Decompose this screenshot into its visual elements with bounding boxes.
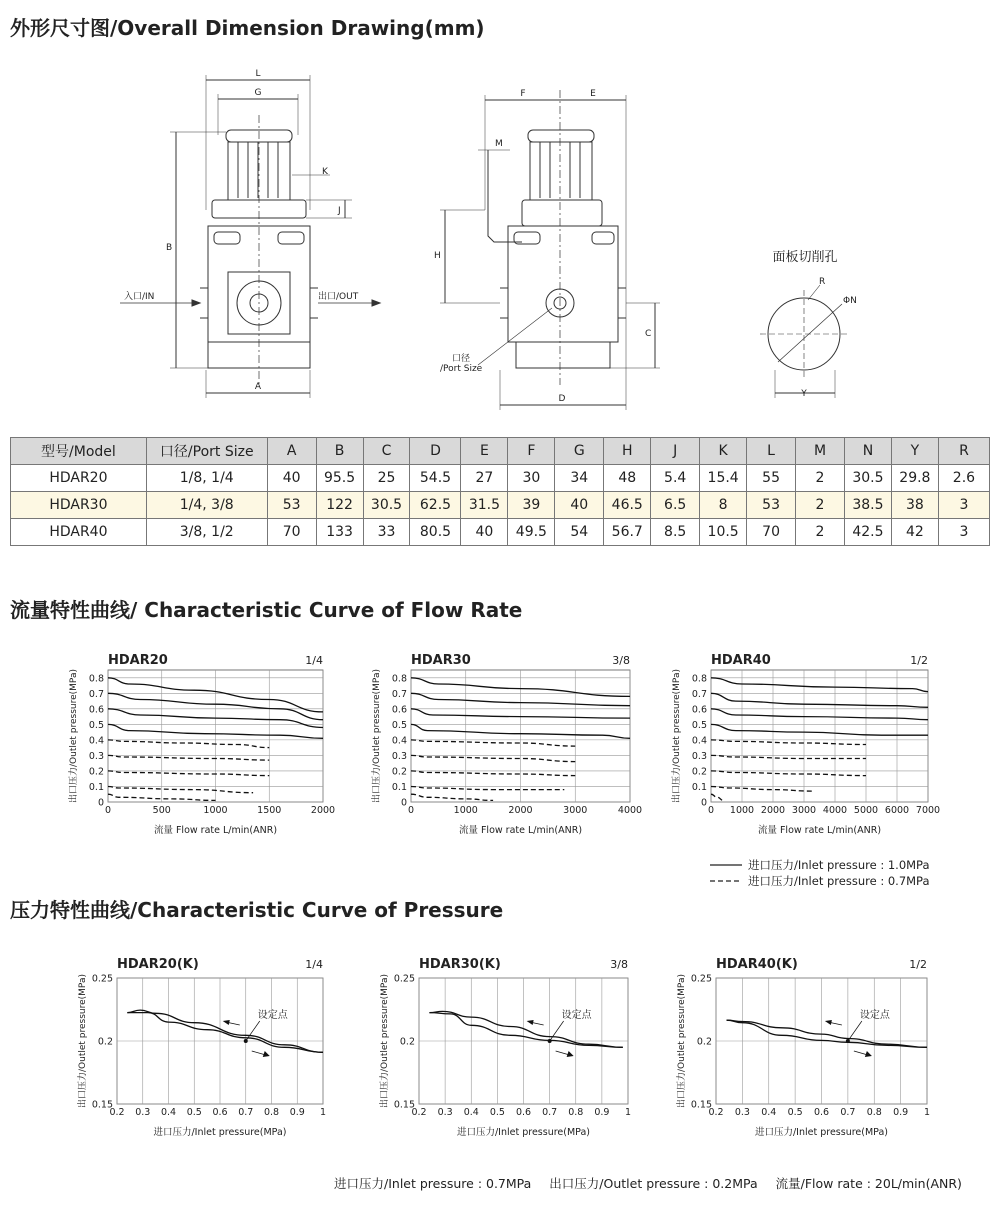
chart-series-line (711, 787, 813, 792)
chart-x-tick-label: 0.3 (135, 1107, 151, 1118)
chart-x-tick-label: 3000 (791, 805, 817, 816)
set-point-label: 设定点 (859, 1010, 890, 1021)
chart-x-tick-label: 0.4 (761, 1107, 777, 1118)
spec-cell: 3 (938, 519, 989, 546)
chart-y-tick-label: 0.1 (88, 781, 104, 793)
dim-label-R: R (819, 277, 826, 287)
dimension-section-title: 外形尺寸图/Overall Dimension Drawing(mm) (10, 16, 485, 40)
spec-cell: 30.5 (363, 492, 410, 519)
spec-header-cell: D (410, 438, 461, 465)
chart-port-label: 1/2 (910, 654, 928, 667)
chart-x-tick-label: 0.8 (866, 1107, 882, 1118)
spec-header-cell: J (651, 438, 700, 465)
chart-x-tick-label: 0.7 (238, 1107, 254, 1118)
inlet-label: 入口/IN (124, 292, 155, 302)
set-point-label: 设定点 (561, 1010, 592, 1021)
chart-x-tick-label: 0.5 (489, 1107, 505, 1118)
set-point-leader (848, 1021, 862, 1041)
spec-cell: 39 (508, 492, 555, 519)
spec-cell: 1/4, 3/8 (146, 492, 267, 519)
spec-cell: 33 (363, 519, 410, 546)
spec-header-cell: K (700, 438, 747, 465)
chart-x-tick-label: 0.2 (411, 1107, 427, 1118)
chart-y-tick-label: 0.25 (91, 973, 113, 985)
spec-cell: 122 (316, 492, 363, 519)
chart-y-tick-label: 0.15 (690, 1099, 712, 1111)
chart-x-tick-label: 0 (104, 805, 112, 816)
spec-cell: 40 (555, 492, 604, 519)
spec-cell: 40 (267, 465, 316, 492)
chart-y-tick-label: 0.6 (88, 704, 104, 716)
spec-cell: 2 (796, 465, 845, 492)
spec-cell: 70 (747, 519, 796, 546)
spec-cell: 2 (796, 492, 845, 519)
chart-title: HDAR40(K) (716, 957, 798, 972)
spec-header-cell: E (461, 438, 508, 465)
chart-x-tick-label: 0.4 (160, 1107, 177, 1118)
chart-x-tick-label: 0.9 (594, 1107, 610, 1118)
chart-port-label: 1/4 (305, 958, 323, 971)
chart-x-axis-label: 流量 Flow rate L/min(ANR) (458, 825, 583, 836)
chart-x-tick-label: 0.4 (463, 1107, 479, 1118)
footer-flow: 流量/Flow rate : 20L/min(ANR) (775, 1176, 962, 1191)
chart-x-tick-label: 1500 (257, 805, 282, 816)
dim-label-K: K (322, 167, 328, 177)
chart-y-tick-label: 0.1 (691, 781, 707, 793)
dim-label-C: C (645, 329, 652, 339)
spec-cell: HDAR40 (11, 519, 147, 546)
chart-series-line (108, 771, 269, 776)
chart-x-tick-label: 1 (319, 1107, 327, 1118)
chart-x-tick-label: 0 (407, 805, 415, 816)
spec-cell: 40 (461, 519, 508, 546)
chart-series-line (711, 709, 928, 720)
chart-series-line (411, 740, 575, 746)
chart-port-label: 3/8 (610, 958, 628, 971)
chart-y-tick-label: 0.8 (88, 673, 104, 685)
spec-cell: 38 (891, 492, 938, 519)
spec-cell: 54 (555, 519, 604, 546)
spec-cell: HDAR20 (11, 465, 147, 492)
chart-x-axis-label: 流量 Flow rate L/min(ANR) (757, 825, 882, 836)
chart-port-label: 1/4 (305, 654, 323, 667)
chart-x-tick-label: 2000 (508, 805, 533, 816)
spec-header-cell: L (747, 438, 796, 465)
chart-y-axis-label: 出口压力/Outlet pressure(MPa) (78, 974, 88, 1108)
chart-y-tick-label: 0.15 (91, 1099, 113, 1111)
chart-series-line (108, 755, 269, 760)
spec-cell: 10.5 (700, 519, 747, 546)
spec-header-cell: Y (891, 438, 938, 465)
chart-y-tick-label: 0.2 (691, 766, 707, 778)
chart-y-tick-label: 0.6 (691, 704, 707, 716)
spec-cell: HDAR30 (11, 492, 147, 519)
spec-cell: 30 (508, 465, 555, 492)
spec-header-cell: A (267, 438, 316, 465)
chart-x-tick-label: 0.3 (734, 1107, 750, 1118)
chart-x-axis-label: 流量 Flow rate L/min(ANR) (153, 825, 278, 836)
chart-y-tick-label: 0.1 (391, 781, 407, 793)
chart-y-tick-label: 0.4 (88, 735, 104, 747)
spec-cell: 53 (267, 492, 316, 519)
chart-x-tick-label: 1 (923, 1107, 931, 1118)
port-size-label-cn: 口径 (452, 354, 471, 364)
chart-title: HDAR40 (711, 653, 771, 668)
spec-cell: 29.8 (891, 465, 938, 492)
direction-arrowhead (223, 1020, 230, 1025)
direction-arrowhead (825, 1020, 832, 1025)
spec-cell: 15.4 (700, 465, 747, 492)
spec-cell: 25 (363, 465, 410, 492)
chart-y-tick-label: 0.7 (691, 688, 707, 700)
dim-label-N: ΦN (843, 296, 857, 306)
spec-cell: 38.5 (844, 492, 891, 519)
chart-x-tick-label: 1000 (729, 805, 755, 816)
chart-y-tick-label: 0 (400, 797, 407, 809)
chart-y-tick-label: 0.2 (97, 1036, 113, 1048)
chart-y-tick-label: 0.25 (393, 973, 415, 985)
chart-series-line (411, 794, 493, 800)
spec-cell: 70 (267, 519, 316, 546)
chart-x-tick-label: 0.9 (893, 1107, 909, 1118)
chart-port-label: 1/2 (909, 958, 927, 971)
chart-y-tick-label: 0.8 (691, 673, 707, 685)
spec-header-cell: M (796, 438, 845, 465)
chart-hdar30 (370, 653, 642, 836)
spec-cell: 80.5 (410, 519, 461, 546)
chart-y-tick-label: 0.5 (88, 719, 104, 731)
chart-hdar20 (67, 653, 335, 836)
spec-cell: 31.5 (461, 492, 508, 519)
chart-x-tick-label: 500 (152, 805, 171, 816)
chart-series-line (711, 693, 928, 707)
direction-arrowhead (263, 1051, 270, 1057)
legend-dashed-label: 进口压力/Inlet pressure : 0.7MPa (748, 874, 930, 888)
chart-series-line (711, 740, 866, 745)
spec-cell: 1/8, 1/4 (146, 465, 267, 492)
spec-cell: 8 (700, 492, 747, 519)
chart-title: HDAR30(K) (419, 957, 501, 972)
spec-cell: 95.5 (316, 465, 363, 492)
spec-cell: 53 (747, 492, 796, 519)
chart-x-tick-label: 4000 (822, 805, 848, 816)
chart-y-tick-label: 0.6 (391, 704, 407, 716)
pressure-section-title: 压力特性曲线/Characteristic Curve of Pressure (10, 898, 504, 922)
chart-title: HDAR20(K) (117, 957, 199, 972)
chart-x-tick-label: 0.3 (437, 1107, 453, 1118)
chart-y-axis-label: 出口压力/Outlet pressure(MPa) (372, 669, 382, 803)
spec-cell: 42 (891, 519, 938, 546)
chart-series-line (727, 1020, 928, 1047)
chart-y-tick-label: 0.7 (391, 688, 407, 700)
spec-cell: 54.5 (410, 465, 461, 492)
dim-label-Y: Y (801, 389, 807, 399)
flow-section-title: 流量特性曲线/ Characteristic Curve of Flow Rate (10, 598, 523, 622)
chart-x-tick-label: 0.6 (212, 1107, 228, 1118)
chart-hdar40 (670, 653, 940, 836)
chart-x-tick-label: 2000 (760, 805, 786, 816)
spec-cell: 30.5 (844, 465, 891, 492)
chart-hdar30k (378, 957, 631, 1138)
spec-header-cell: C (363, 438, 410, 465)
chart-x-tick-label: 1000 (203, 805, 228, 816)
chart-title: HDAR30 (411, 653, 471, 668)
chart-series-line (127, 1013, 323, 1053)
dim-label-H: H (434, 251, 441, 261)
chart-y-tick-label: 0.8 (391, 673, 407, 685)
spec-cell: 49.5 (508, 519, 555, 546)
chart-port-label: 3/8 (612, 654, 630, 667)
pressure-test-conditions (334, 1174, 976, 1192)
chart-y-tick-label: 0.5 (691, 719, 707, 731)
chart-x-tick-label: 0.6 (515, 1107, 532, 1118)
spec-cell: 46.5 (604, 492, 651, 519)
spec-header-cell: B (316, 438, 363, 465)
chart-title: HDAR20 (108, 653, 168, 668)
dim-label-B: B (166, 243, 173, 253)
chart-y-tick-label: 0.25 (690, 973, 712, 985)
chart-hdar40k (675, 957, 930, 1138)
port-size-label-en: /Port Size (440, 364, 483, 374)
chart-y-axis-label: 出口压力/Outlet pressure(MPa) (69, 669, 79, 803)
chart-y-tick-label: 0.2 (696, 1036, 712, 1048)
chart-x-tick-label: 0.2 (109, 1107, 125, 1118)
spec-cell: 2.6 (938, 465, 989, 492)
chart-series-line (411, 787, 564, 790)
dim-label-D: D (558, 394, 566, 404)
chart-x-tick-label: 1 (624, 1107, 632, 1118)
chart-y-tick-label: 0.3 (391, 750, 407, 762)
chart-y-tick-label: 0.2 (88, 766, 104, 778)
chart-x-axis-label: 进口压力/Inlet pressure(MPa) (153, 1127, 287, 1138)
dim-label-L: L (255, 69, 261, 79)
chart-x-tick-label: 0.6 (813, 1107, 830, 1118)
spec-cell: 56.7 (604, 519, 651, 546)
dim-label-J: J (338, 206, 341, 216)
spec-cell: 3 (938, 492, 989, 519)
footer-outlet: 出口压力/Outlet pressure : 0.2MPa (549, 1176, 758, 1191)
spec-cell: 3/8, 1/2 (146, 519, 267, 546)
chart-y-tick-label: 0.5 (391, 719, 407, 731)
chart-x-tick-label: 6000 (884, 805, 910, 816)
spec-header-cell: N (844, 438, 891, 465)
chart-x-tick-label: 2000 (310, 805, 336, 816)
chart-y-axis-label: 出口压力/Outlet pressure(MPa) (380, 974, 390, 1108)
direction-arrowhead (865, 1051, 872, 1057)
chart-y-tick-label: 0.2 (391, 766, 407, 778)
chart-x-axis-label: 进口压力/Inlet pressure(MPa) (754, 1127, 889, 1138)
direction-arrowhead (567, 1051, 574, 1057)
chart-y-tick-label: 0 (97, 797, 104, 809)
spec-header-cell: R (938, 438, 989, 465)
chart-series-line (711, 755, 866, 758)
spec-cell: 5.4 (651, 465, 700, 492)
chart-frame (711, 670, 928, 802)
chart-x-tick-label: 0.9 (289, 1107, 305, 1118)
chart-y-tick-label: 0 (700, 797, 707, 809)
chart-series-line (711, 794, 723, 800)
dim-label-G: G (254, 88, 262, 98)
chart-y-tick-label: 0.3 (88, 750, 104, 762)
footer-inlet: 进口压力/Inlet pressure : 0.7MPa (334, 1176, 532, 1191)
spec-header-cell: H (604, 438, 651, 465)
chart-series-line (108, 787, 253, 793)
chart-x-tick-label: 4000 (617, 805, 643, 816)
chart-x-tick-label: 0.5 (787, 1107, 803, 1118)
chart-x-tick-label: 5000 (853, 805, 879, 816)
chart-x-tick-label: 1000 (453, 805, 478, 816)
chart-series-line (711, 771, 866, 776)
spec-cell: 133 (316, 519, 363, 546)
spec-header-cell: F (508, 438, 555, 465)
chart-x-tick-label: 0.2 (708, 1107, 724, 1118)
spec-header-cell: G (555, 438, 604, 465)
dim-label-M: M (495, 139, 503, 149)
chart-x-tick-label: 3000 (563, 805, 588, 816)
dim-label-F: F (520, 89, 526, 99)
chart-y-tick-label: 0.7 (88, 688, 104, 700)
spec-cell: 62.5 (410, 492, 461, 519)
legend-solid-label: 进口压力/Inlet pressure : 1.0MPa (748, 858, 930, 872)
chart-x-tick-label: 0 (707, 805, 715, 816)
chart-y-tick-label: 0.4 (391, 735, 407, 747)
spec-header-cell: 型号/Model (11, 438, 147, 465)
chart-y-axis-label: 出口压力/Outlet pressure(MPa) (672, 669, 682, 803)
chart-x-tick-label: 0.8 (568, 1107, 584, 1118)
spec-cell: 48 (604, 465, 651, 492)
spec-cell: 8.5 (651, 519, 700, 546)
spec-cell: 55 (747, 465, 796, 492)
outlet-label: 出口/OUT (318, 292, 359, 302)
chart-y-tick-label: 0.2 (399, 1036, 415, 1048)
chart-series-line (711, 678, 928, 692)
spec-header-cell: 口径/Port Size (146, 438, 267, 465)
dim-label-A: A (254, 382, 262, 392)
chart-series-line (411, 755, 575, 761)
chart-series-line (711, 724, 928, 735)
spec-cell: 2 (796, 519, 845, 546)
chart-x-tick-label: 0.7 (542, 1107, 558, 1118)
chart-x-tick-label: 0.7 (840, 1107, 856, 1118)
chart-x-tick-label: 7000 (915, 805, 941, 816)
chart-y-tick-label: 0.3 (691, 750, 707, 762)
chart-series-line (108, 740, 269, 748)
set-point-label: 设定点 (257, 1010, 288, 1021)
chart-x-tick-label: 0.8 (263, 1107, 280, 1118)
chart-series-line (411, 771, 575, 776)
panel-cutout-label: 面板切削孔 (772, 250, 838, 265)
chart-y-tick-label: 0.4 (691, 735, 707, 747)
chart-series-line (727, 1020, 928, 1047)
spec-cell: 27 (461, 465, 508, 492)
chart-y-axis-label: 出口压力/Outlet pressure(MPa) (677, 974, 687, 1108)
chart-x-axis-label: 进口压力/Inlet pressure(MPa) (456, 1127, 591, 1138)
spec-cell: 6.5 (651, 492, 700, 519)
direction-arrowhead (527, 1020, 534, 1025)
chart-hdar20k (76, 957, 326, 1138)
dim-label-E: E (590, 89, 596, 99)
spec-cell: 42.5 (844, 519, 891, 546)
chart-x-tick-label: 0.5 (186, 1107, 202, 1118)
chart-y-tick-label: 0.15 (393, 1099, 415, 1111)
spec-cell: 34 (555, 465, 604, 492)
